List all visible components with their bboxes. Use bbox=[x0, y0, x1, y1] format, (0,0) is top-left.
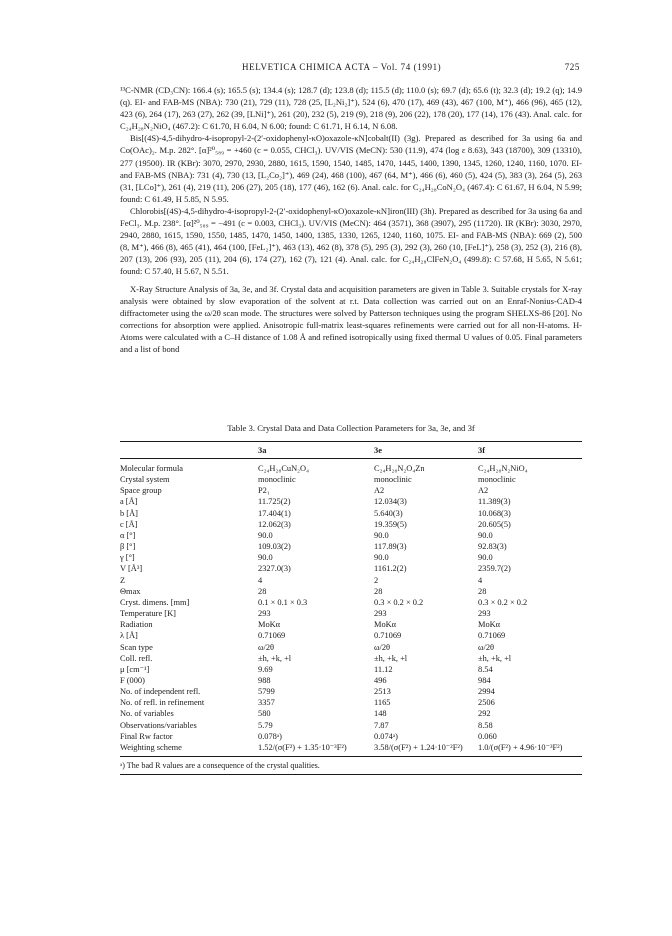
table-row bbox=[120, 541, 582, 552]
table-cell: 90.0 bbox=[258, 530, 273, 540]
table-cell: 5.79 bbox=[258, 720, 273, 730]
crystal-data-table-wrap bbox=[120, 441, 582, 775]
table-cell: 4 bbox=[478, 575, 483, 585]
table-cell: 2506 bbox=[478, 698, 495, 708]
table-cell: 1165 bbox=[374, 698, 391, 708]
table-cell: 9.69 bbox=[258, 664, 273, 674]
table-cell: ω/2θ bbox=[258, 642, 275, 652]
table-row bbox=[120, 597, 582, 608]
table-cell: 293 bbox=[374, 609, 387, 619]
table-cell: 90.0 bbox=[478, 553, 493, 563]
table-cell: 109.03(2) bbox=[258, 542, 291, 552]
row-label: No. of independent refl. bbox=[120, 687, 201, 697]
row-label: Temperature [K] bbox=[120, 609, 176, 619]
table-cell: 2359.7(2) bbox=[478, 564, 511, 574]
table-cell: A2 bbox=[478, 486, 489, 496]
table-cell: 10.068(3) bbox=[478, 508, 511, 518]
body-text bbox=[120, 84, 582, 355]
row-label: F (000) bbox=[120, 675, 145, 685]
table-footnote: ᵃ) The bad R values are a consequence of the crystal qualities. bbox=[120, 761, 582, 775]
row-label: γ [°] bbox=[120, 553, 135, 563]
table-cell: MoKα bbox=[478, 620, 501, 630]
row-label: Observations/variables bbox=[120, 720, 197, 730]
table-cell: 2513 bbox=[374, 687, 391, 697]
table-cell: 0.3 × 0.2 × 0.2 bbox=[478, 597, 528, 607]
table-cell: 5.640(3) bbox=[374, 508, 403, 518]
row-label: Final Rw factor bbox=[120, 731, 173, 741]
table-caption: Table 3. Crystal Data and Data Collection Parameters for 3a, 3e, and 3f bbox=[227, 423, 475, 433]
table-cell: 90.0 bbox=[374, 530, 389, 540]
row-label: Radiation bbox=[120, 620, 153, 630]
table-cell: 0.060 bbox=[478, 731, 497, 741]
table-row bbox=[120, 496, 582, 507]
table-cell: 90.0 bbox=[374, 553, 389, 563]
table-cell: 984 bbox=[478, 675, 491, 685]
table-cell: 19.359(5) bbox=[374, 519, 407, 529]
table-row bbox=[120, 731, 582, 742]
row-label: Scan type bbox=[120, 642, 153, 652]
table-body bbox=[120, 459, 582, 757]
table-cell: A2 bbox=[374, 486, 385, 496]
table-row bbox=[120, 675, 582, 686]
table-cell: 12.034(3) bbox=[374, 497, 407, 507]
table-cell: 92.83(3) bbox=[478, 542, 507, 552]
row-label: Weighting scheme bbox=[120, 742, 258, 757]
row-label: μ [cm⁻¹] bbox=[120, 664, 150, 674]
table-cell: 8.54 bbox=[478, 664, 493, 674]
table-row bbox=[120, 697, 582, 708]
row-label: λ [Å] bbox=[120, 631, 138, 641]
table-cell: C₂₄H₂₈N₂NiO₄ bbox=[478, 464, 528, 473]
row-label: c [Å] bbox=[120, 519, 138, 529]
row-label: Coll. refl. bbox=[120, 653, 153, 663]
paragraph-cobalt-complex: Bis[(4S)-4,5-dihydro-4-isopropyl-2-(2′-oxidophenyl-κO)oxazole-κN]cobalt(II) (3g). Prepared as described for 3a using 6a and Co(OAc)₂. M.p. 282°. [α]²⁰₅₈₉ = +460 (c = 0.055, CHCl₃). UV/VIS (MeCN): 530 (11.9), 474 (log ε 8.63), 343 (18700), 309 (13310), 277 (19500). IR (KBr): 3070, 2970, 2930, 2880, 1615, 1590, 1540, 1485, 1470, 1445, 1400, 1390, 1345, 1260, 1240, 1160, 1070. EI- and FAB-MS (NBA): 731 (4), 730 (13, [L₂Co₂]⁺), 469 (24), 468 (100), 467 (64, M⁺), 466 (6), 460 (5), 424 (5), 383 (3), 264 (5), 263 (31, [LCo]⁺), 261 (4), 219 (11), 206 (27), 205 (18), 177 (46), 162 (6). Anal. calc. for C₂₄H₂₈CoN₂O₄ (467.4): C 61.67, H 6.04, N 5.99; found: C 61.49, H 5.85, N 5.95. bbox=[120, 133, 582, 204]
table-cell: 0.1 × 0.1 × 0.3 bbox=[258, 597, 308, 607]
row-label: Z bbox=[120, 575, 126, 585]
row-label: No. of variables bbox=[120, 709, 174, 719]
table-cell: 12.062(3) bbox=[258, 519, 291, 529]
row-label: Crystal system bbox=[120, 475, 170, 485]
table-cell: ω/2θ bbox=[478, 642, 495, 652]
table-cell: C₂₄H₂₈CuN₂O₄ bbox=[258, 464, 310, 473]
table-cell: 580 bbox=[258, 709, 271, 719]
table-cell: 0.074ᵃ) bbox=[374, 731, 398, 741]
table-row bbox=[120, 459, 582, 475]
table-cell: ±h, +k, +l bbox=[258, 653, 292, 663]
table-row bbox=[120, 686, 582, 697]
paragraph-iron-complex: Chlorobis[(4S)-4,5-dihydro-4-isopropyl-2-(2′-oxidophenyl-κO)oxazole-κN]iron(III) (3h). Prepared as described for 3a using 6a and FeCl₃. M.p. 238°. [α]²⁰₅₈₉ = −491 (c = 0.003, CHCl₃). UV/VIS (MeCN): 464 (3571), 368 (3907), 295 (11720). IR (KBr): 3030, 2970, 2940, 2880, 1615, 1590, 1550, 1485, 1470, 1450, 1400, 1385, 1330, 1265, 1240, 1160, 1075. EI- and FAB-MS (NBA): 669 (2), 500 (8, M⁺), 466 (8), 465 (41), 464 (100, [FeL₂]⁺), 463 (13), 462 (8), 378 (5), 295 (3), 292 (3), 260 (10, [FeL]⁺), 258 (3), 252 (3), 216 (8), 207 (13), 206 (93), 205 (11), 204 (6), 174 (27), 162 (7), 121 (4). Anal. calc. for C₂₄H₂₈ClFeN₂O₄ (499.8): C 57.68, H 5.65, N 5.61; found: C 57.40, H 5.67, N 5.51. bbox=[120, 205, 582, 277]
table-cell: 7.87 bbox=[374, 720, 389, 730]
table-cell: monoclinic bbox=[258, 475, 296, 485]
table-cell: 8.58 bbox=[478, 720, 493, 730]
table-cell: 1161.2(2) bbox=[374, 564, 407, 574]
table-cell: 2994 bbox=[478, 687, 495, 697]
table-cell: 5799 bbox=[258, 687, 275, 697]
paragraph-xray-analysis: X-Ray Structure Analysis of 3a, 3e, and 3f. Crystal data and acquisition parameters are given in Table 3. Suitable crystals for X-ray analysis were obtained by slow evaporation of the solvent at r.t. Data collection was carried out on an Enraf-Nonius-CAD-4 diffractometer using the ω/2θ scan mode. The structures were solved by Patterson techniques using the program SHELXS-86 [20]. No corrections for absorption were applied. Anisotropic full-matrix least-squares refinements were carried out for all non-H-atoms. H-Atoms were calculated with a C–H distance of 1.08 Å and refined isotropically using fixed thermal U values of 0.05. Final parameters and a list of bond bbox=[120, 283, 582, 354]
table-cell: 1.0/(σ(F²) + 4.96·10⁻³F²) bbox=[478, 742, 582, 757]
column-header bbox=[120, 442, 258, 459]
column-header: 3a bbox=[258, 442, 374, 459]
table-cell: C₂₄H₂₈N₂O₄Zn bbox=[374, 464, 425, 473]
table-cell: monoclinic bbox=[374, 475, 412, 485]
table-row bbox=[120, 586, 582, 597]
row-label: Space group bbox=[120, 486, 162, 496]
table-cell: ±h, +k, +l bbox=[478, 653, 512, 663]
table-cell: 11.12 bbox=[374, 664, 393, 674]
table-cell: 292 bbox=[478, 709, 491, 719]
column-header: 3e bbox=[374, 442, 478, 459]
table-cell: 0.078ᵃ) bbox=[258, 731, 282, 741]
table-cell: monoclinic bbox=[478, 475, 516, 485]
table-cell: 0.71069 bbox=[374, 631, 402, 641]
table-row bbox=[120, 608, 582, 619]
table-cell: 988 bbox=[258, 675, 271, 685]
table-cell: 117.89(3) bbox=[374, 542, 407, 552]
table-cell: 148 bbox=[374, 709, 387, 719]
table-cell: 90.0 bbox=[478, 530, 493, 540]
table-row bbox=[120, 508, 582, 519]
row-label: Molecular formula bbox=[120, 464, 184, 473]
table-row bbox=[120, 563, 582, 574]
table-row bbox=[120, 619, 582, 630]
table-cell: 2 bbox=[374, 575, 379, 585]
table-cell: MoKα bbox=[258, 620, 281, 630]
table-row bbox=[120, 642, 582, 653]
table-cell: 293 bbox=[478, 609, 491, 619]
table-cell: 0.71069 bbox=[478, 631, 506, 641]
table-cell: 3.58/(σ(F²) + 1.24·10⁻²F²) bbox=[374, 742, 478, 757]
table-row bbox=[120, 630, 582, 641]
table-cell: ω/2θ bbox=[374, 642, 391, 652]
table-row bbox=[120, 575, 582, 586]
table-cell: ±h, +k, +l bbox=[374, 653, 408, 663]
table-row bbox=[120, 552, 582, 563]
row-label: b [Å] bbox=[120, 508, 138, 518]
crystal-data-table bbox=[120, 441, 582, 757]
table-row bbox=[120, 742, 582, 757]
table-cell: 0.71069 bbox=[258, 631, 286, 641]
table-cell: 4 bbox=[258, 575, 263, 585]
table-cell: 3357 bbox=[258, 698, 275, 708]
row-label: V [Å³] bbox=[120, 564, 143, 574]
row-label: α [°] bbox=[120, 530, 136, 540]
row-label: Cryst. dimens. [mm] bbox=[120, 597, 190, 607]
table-cell: 0.3 × 0.2 × 0.2 bbox=[374, 597, 424, 607]
column-header: 3f bbox=[478, 442, 582, 459]
row-label: a [Å] bbox=[120, 497, 138, 507]
table-cell: 28 bbox=[374, 586, 383, 596]
page-number: 725 bbox=[564, 62, 580, 72]
paragraph-nmr-data: ¹³C-NMR (CD₃CN): 166.4 (s); 165.5 (s); 134.4 (s); 128.7 (d); 123.8 (d); 115.5 (d); 110.0 (s); 69.7 (d); 65.6 (t); 32.3 (d); 19.2 (q); 14.9 (q). EI- and FAB-MS (NBA): 730 (21), 729 (11), 728 (25, [L₂Ni₂]⁺), 524 (6), 470 (17), 469 (43), 467 (100, M⁺), 466 (96), 465 (12), 423 (6), 264 (17), 263 (27), 262 (39, [LNi]⁺), 261 (20), 232 (5), 219 (9), 218 (9), 206 (22), 178 (20), 177 (14), 176 (43). Anal. calc. for C₂₄H₂₈N₂NiO₄ (467.2): C 61.70, H 6.04, N 6.00; found: C 61.71, H 6.14, N 6.08. bbox=[120, 85, 582, 132]
table-cell: 11.389(3) bbox=[478, 497, 511, 507]
table-cell: MoKα bbox=[374, 620, 397, 630]
table-cell: 90.0 bbox=[258, 553, 273, 563]
table-cell: 11.725(2) bbox=[258, 497, 291, 507]
table-header-row bbox=[120, 442, 582, 459]
table-row bbox=[120, 664, 582, 675]
table-cell: 293 bbox=[258, 609, 271, 619]
table-cell: 20.605(5) bbox=[478, 519, 511, 529]
table-cell: 1.52/(σ(F²) + 1.35·10⁻³F²) bbox=[258, 742, 374, 757]
table-cell: 2327.0(3) bbox=[258, 564, 291, 574]
table-row bbox=[120, 519, 582, 530]
journal-title: HELVETICA CHIMICA ACTA – Vol. 74 (1991) bbox=[242, 62, 442, 72]
table-cell: 28 bbox=[258, 586, 267, 596]
row-label: Θmax bbox=[120, 586, 141, 596]
table-row bbox=[120, 653, 582, 664]
table-row bbox=[120, 720, 582, 731]
table-cell: 28 bbox=[478, 586, 487, 596]
table-row bbox=[120, 485, 582, 496]
table-row bbox=[120, 708, 582, 719]
table-cell: 496 bbox=[374, 675, 387, 685]
table-cell: 17.404(1) bbox=[258, 508, 291, 518]
row-label: β [°] bbox=[120, 542, 136, 552]
row-label: No. of refl. in refinement bbox=[120, 698, 205, 708]
table-row bbox=[120, 530, 582, 541]
table-row bbox=[120, 474, 582, 485]
table-cell: P2₁ bbox=[258, 486, 270, 496]
